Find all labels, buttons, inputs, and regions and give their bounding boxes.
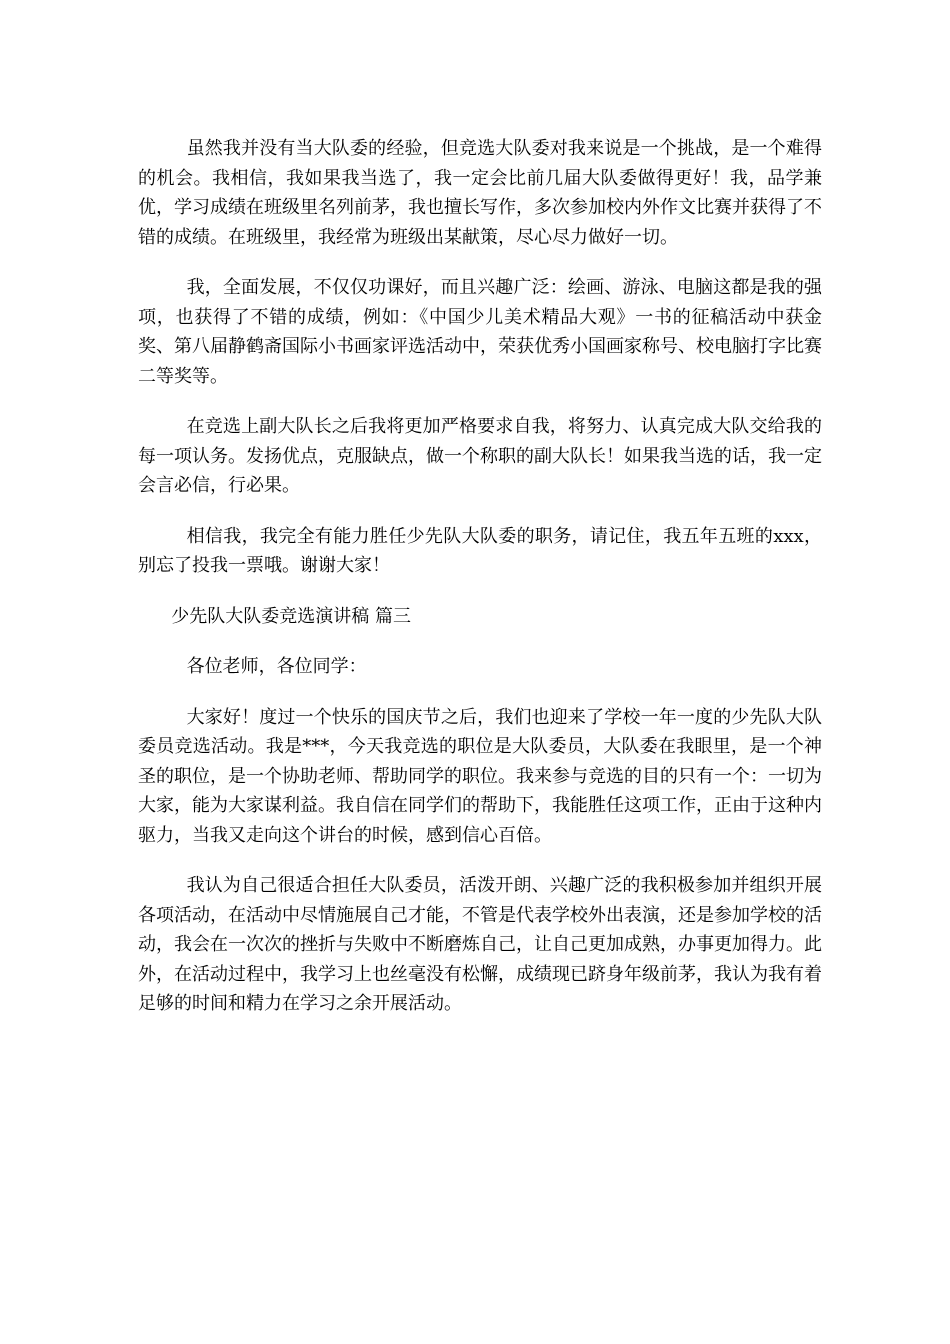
paragraph: 我，全面发展，不仅仅功课好，而且兴趣广泛：绘画、游泳、电脑这都是我的强项，也获得了不错的成绩，例如：《中国少儿美术精品大观》一书的征稿活动中获金奖、第八届静鹤斋国际小书画家评选活动中，荣获优秀小国画家称号、校电脑打字比赛二等奖等。 [138,277,822,387]
paragraph: 我认为自己很适合担任大队委员，活泼开朗、兴趣广泛的我积极参加并组织开展各项活动，在活动中尽情施展自己才能，不管是代表学校外出表演，还是参加学校的活动，我会在一次次的挫折与失败中不断磨炼自己，让自己更加成熟，办事更加得力。此外，在活动过程中，我学习上也丝毫没有松懈，成绩现已跻身年级前茅，我认为我有着足够的时间和精力在学习之余开展活动。 [138,875,822,1014]
salutation: 各位老师，各位同学： [186,656,367,677]
paragraph: 大家好！度过一个快乐的国庆节之后，我们也迎来了学校一年一度的少先队大队委员竞选活动。我是***，今天我竞选的职位是大队委员，大队委在我眼里，是一个神圣的职位，是一个协助老师、帮助同学的职位。我来参与竞选的目的只有一个：一切为大家，能为大家谋利益。我自信在同学们的帮助下，我能胜任这项工作，正由于这种内驱力，当我又走向这个讲台的时候，感到信心百倍。 [138,706,822,846]
document-body [138,134,822,1040]
paragraph: 虽然我并没有当大队委的经验，但竞选大队委对我来说是一个挑战，是一个难得的机会。我相信，我如果我当选了，我一定会比前几届大队委做得更好！我，品学兼优，学习成绩在班级里名列前茅，我也擅长写作，多次参加校内外作文比赛并获得了不错的成绩。在班级里，我经常为班级出某献策，尽心尽力做好一切。 [138,138,822,248]
paragraph: 在竞选上副大队长之后我将更加严格要求自我，将努力、认真完成大队交给我的每一项认务。发扬优点，克服缺点，做一个称职的副大队长！如果我当选的话，我一定会言必信，行必果。 [138,416,822,496]
paragraph: 相信我，我完全有能力胜任少先队大队委的职务，请记住，我五年五班的xxx，别忘了投我一票哦。谢谢大家！ [138,525,822,576]
section-heading: 少先队大队委竞选演讲稿 篇三 [171,605,412,627]
